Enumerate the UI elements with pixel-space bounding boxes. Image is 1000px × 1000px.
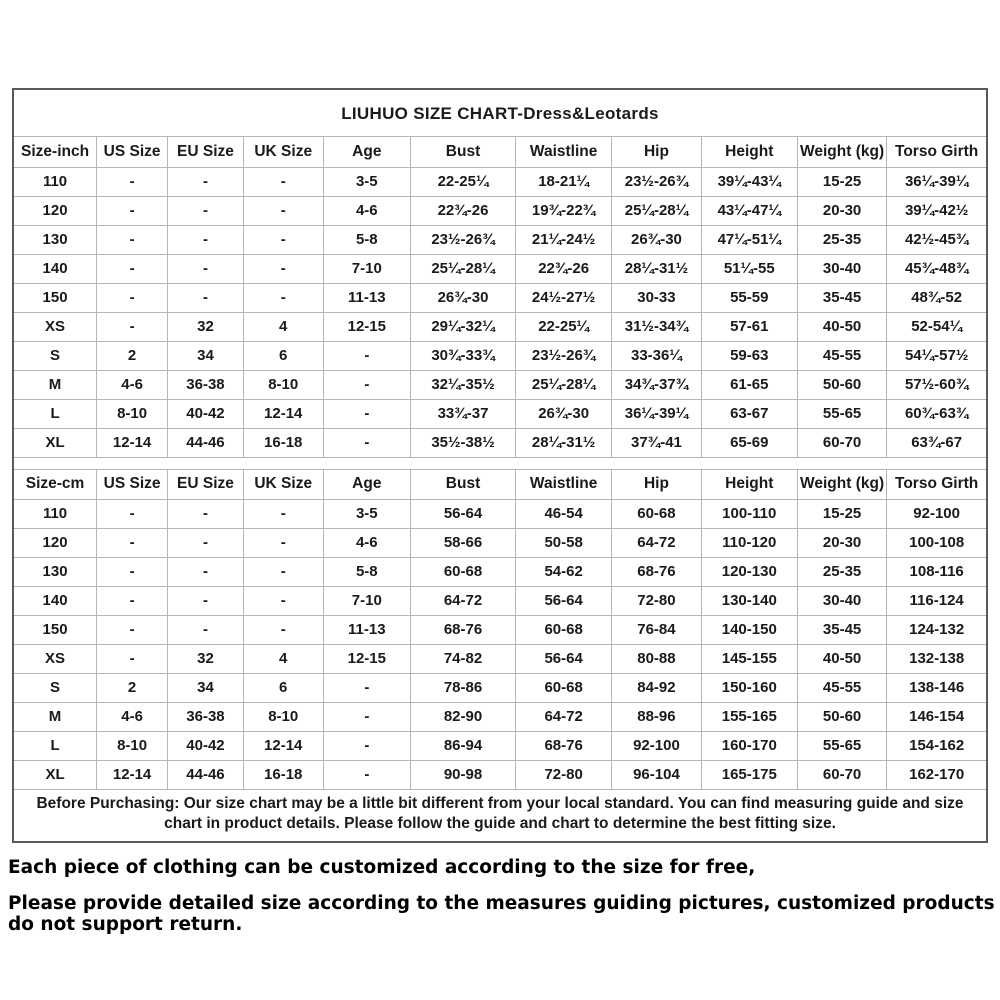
table-cell: 12-14 [243, 731, 323, 760]
table-cell: 88-96 [612, 702, 701, 731]
table-cell: 72-80 [612, 586, 701, 615]
table-cell: 140 [14, 254, 97, 283]
table-cell: 155-165 [701, 702, 797, 731]
table-cell: 19¾-22¾ [516, 196, 612, 225]
table-cell: 60-68 [612, 499, 701, 528]
table-row [14, 528, 986, 557]
column-header: Height [701, 469, 797, 499]
table-cell: 63-67 [701, 399, 797, 428]
table-cell: 32¼-35½ [411, 370, 516, 399]
table-row [14, 760, 986, 789]
table-cell: 86-94 [411, 731, 516, 760]
table-cell: 57-61 [701, 312, 797, 341]
table-cell: 50-60 [797, 702, 886, 731]
table-cell: 78-86 [411, 673, 516, 702]
table-cell: 150-160 [701, 673, 797, 702]
table-cell: 130-140 [701, 586, 797, 615]
table-cell: 15-25 [797, 499, 886, 528]
table-cell: - [243, 225, 323, 254]
table-cell: - [97, 586, 168, 615]
table-cell: 165-175 [701, 760, 797, 789]
table-row [14, 399, 986, 428]
table-cell: 110 [14, 167, 97, 196]
column-header: Waistline [516, 137, 612, 167]
table-cell: 72-80 [516, 760, 612, 789]
table-cell: 50-60 [797, 370, 886, 399]
table-cell: 23½-26¾ [612, 167, 701, 196]
table-cell: 150 [14, 283, 97, 312]
table-row [14, 731, 986, 760]
table-cell: 26¾-30 [516, 399, 612, 428]
table-cell: 23½-26¾ [516, 341, 612, 370]
table-cell: 90-98 [411, 760, 516, 789]
table-cell: - [323, 399, 410, 428]
table-cell: 116-124 [887, 586, 986, 615]
table-cell: 24½-27½ [516, 283, 612, 312]
table-row [14, 370, 986, 399]
table-cell: 3-5 [323, 167, 410, 196]
table-cell: 36-38 [168, 702, 244, 731]
column-header: Weight (kg) [797, 469, 886, 499]
table-cell: 120 [14, 196, 97, 225]
table-cell: - [168, 225, 244, 254]
size-chart-panel [12, 88, 988, 843]
table-cell: - [243, 254, 323, 283]
table-cell: 28¼-31½ [612, 254, 701, 283]
table-cell: 3-5 [323, 499, 410, 528]
column-header: Age [323, 137, 410, 167]
table-cell: - [168, 167, 244, 196]
table-row [14, 615, 986, 644]
table-cell: 33¾-37 [411, 399, 516, 428]
table-cell: M [14, 702, 97, 731]
table-cell: 5-8 [323, 225, 410, 254]
table-cell: 120-130 [701, 557, 797, 586]
table-cell: 25-35 [797, 557, 886, 586]
table-cell: 84-92 [612, 673, 701, 702]
table-row [14, 586, 986, 615]
table-cell: 20-30 [797, 528, 886, 557]
table-cell: 4-6 [97, 702, 168, 731]
table-cell: 44-46 [168, 428, 244, 457]
purchase-note: Before Purchasing: Our size chart may be a little bit different from your local standard. You can find measuring guide and size chart in product details. Please follow the guide and chart to determine the best fitting size. [36, 794, 964, 833]
table-cell: - [97, 557, 168, 586]
table-row [14, 283, 986, 312]
table-row [14, 167, 986, 196]
table-cell: - [97, 528, 168, 557]
table-cell: 2 [97, 341, 168, 370]
column-header: EU Size [168, 469, 244, 499]
table-cell: 96-104 [612, 760, 701, 789]
table-row [14, 644, 986, 673]
table-row [14, 673, 986, 702]
table-cell: 64-72 [411, 586, 516, 615]
table-cell: 55-65 [797, 399, 886, 428]
table-cell: - [168, 499, 244, 528]
table-cell: - [323, 731, 410, 760]
table-cell: 11-13 [323, 615, 410, 644]
table-cell: XL [14, 760, 97, 789]
table-cell: 32 [168, 644, 244, 673]
table-cell: 120 [14, 528, 97, 557]
table-cell: 35½-38½ [411, 428, 516, 457]
table-cell: - [243, 499, 323, 528]
table-cell: 26¾-30 [612, 225, 701, 254]
table-cell: 39¼-43¼ [701, 167, 797, 196]
table-cell: 26¾-30 [411, 283, 516, 312]
table-cell: - [243, 557, 323, 586]
table-cell: 40-42 [168, 399, 244, 428]
table-cell: 36-38 [168, 370, 244, 399]
table-cell: 36¼-39¼ [887, 167, 986, 196]
table-cell: 80-88 [612, 644, 701, 673]
table-cell: 64-72 [612, 528, 701, 557]
table-cell: 40-50 [797, 312, 886, 341]
table-cell: 15-25 [797, 167, 886, 196]
table-cell: 39¼-42½ [887, 196, 986, 225]
table-cell: 4-6 [323, 528, 410, 557]
table-cell: 82-90 [411, 702, 516, 731]
table-cell: - [243, 167, 323, 196]
table-cell: 6 [243, 341, 323, 370]
table-cell: 34 [168, 673, 244, 702]
table-cell: 4 [243, 312, 323, 341]
table-cell: - [97, 615, 168, 644]
table-cell: 65-69 [701, 428, 797, 457]
table-cell: 33-36¼ [612, 341, 701, 370]
table-cell: 68-76 [411, 615, 516, 644]
table-row [14, 312, 986, 341]
table-cell: 68-76 [516, 731, 612, 760]
table-cell: S [14, 673, 97, 702]
table-cell: 55-59 [701, 283, 797, 312]
table-cell: 7-10 [323, 586, 410, 615]
table-row [14, 254, 986, 283]
column-header: Waistline [516, 469, 612, 499]
table-cell: 54¼-57½ [887, 341, 986, 370]
table-cell: 140 [14, 586, 97, 615]
table-divider-gap [14, 458, 986, 469]
table-row [14, 428, 986, 457]
table-cell: - [168, 557, 244, 586]
table-cell: 76-84 [612, 615, 701, 644]
table-cell: 30-40 [797, 586, 886, 615]
table-cell: 92-100 [887, 499, 986, 528]
table-cell: 2 [97, 673, 168, 702]
table-cell: 18-21¼ [516, 167, 612, 196]
table-cell: 7-10 [323, 254, 410, 283]
table-cell: 8-10 [243, 702, 323, 731]
table-cell: - [323, 370, 410, 399]
table-cell: 31½-34¾ [612, 312, 701, 341]
table-cell: 35-45 [797, 283, 886, 312]
table-cell: 92-100 [612, 731, 701, 760]
table-cell: 21¼-24½ [516, 225, 612, 254]
table-row [14, 196, 986, 225]
table-cell: 12-14 [243, 399, 323, 428]
table-cell: 160-170 [701, 731, 797, 760]
table-cell: - [168, 196, 244, 225]
table-cell: 54-62 [516, 557, 612, 586]
column-header: Height [701, 137, 797, 167]
table-cell: 45-55 [797, 673, 886, 702]
table-cell: 16-18 [243, 760, 323, 789]
table-cell: 138-146 [887, 673, 986, 702]
table-cell: - [243, 283, 323, 312]
table-cell: - [97, 312, 168, 341]
column-header: EU Size [168, 137, 244, 167]
table-cell: 34¾-37¾ [612, 370, 701, 399]
table-cell: 6 [243, 673, 323, 702]
table-cell: 30-33 [612, 283, 701, 312]
table-cell: 8-10 [97, 731, 168, 760]
table-cell: 130 [14, 557, 97, 586]
table-cell: 4-6 [323, 196, 410, 225]
table-cell: 8-10 [97, 399, 168, 428]
table-cell: 55-65 [797, 731, 886, 760]
table-cell: 48¾-52 [887, 283, 986, 312]
table-cell: 25¼-28¼ [612, 196, 701, 225]
table-cell: 22¾-26 [411, 196, 516, 225]
table-cell: M [14, 370, 97, 399]
table-cell: 22¾-26 [516, 254, 612, 283]
table-cell: 64-72 [516, 702, 612, 731]
table-cell: - [168, 615, 244, 644]
header-row-cm [14, 469, 986, 499]
table-cell: 110-120 [701, 528, 797, 557]
column-header: Age [323, 469, 410, 499]
table-cell: 22-25¼ [516, 312, 612, 341]
table-row [14, 341, 986, 370]
table-cell: 124-132 [887, 615, 986, 644]
table-cell: 60-70 [797, 760, 886, 789]
table-cell: 46-54 [516, 499, 612, 528]
table-cell: 68-76 [612, 557, 701, 586]
table-cell: L [14, 399, 97, 428]
table-cell: 16-18 [243, 428, 323, 457]
table-cell: 56-64 [516, 644, 612, 673]
column-header: Size-inch [14, 137, 97, 167]
table-cell: - [97, 196, 168, 225]
table-cell: 36¼-39¼ [612, 399, 701, 428]
header-row-inch [14, 137, 986, 167]
table-cell: 43¼-47¼ [701, 196, 797, 225]
column-header: Weight (kg) [797, 137, 886, 167]
customization-note-line1: Each piece of clothing can be customized according to the size for free, [8, 857, 756, 878]
table-cell: 60-68 [516, 615, 612, 644]
table-cell: XS [14, 312, 97, 341]
size-table-cm [14, 469, 986, 790]
column-header: Hip [612, 137, 701, 167]
column-header: Hip [612, 469, 701, 499]
column-header: Torso Girth [887, 469, 986, 499]
table-cell: 11-13 [323, 283, 410, 312]
table-cell: - [243, 615, 323, 644]
table-cell: L [14, 731, 97, 760]
table-cell: - [97, 225, 168, 254]
column-header: US Size [97, 137, 168, 167]
table-cell: - [97, 167, 168, 196]
customization-note-line2: Please provide detailed size according to the measures guiding pictures, customized products do not support return. [8, 893, 995, 935]
table-cell: 12-15 [323, 644, 410, 673]
table-cell: 51¼-55 [701, 254, 797, 283]
table-cell: 12-15 [323, 312, 410, 341]
table-cell: 100-110 [701, 499, 797, 528]
table-cell: 100-108 [887, 528, 986, 557]
table-cell: 20-30 [797, 196, 886, 225]
table-cell: 45-55 [797, 341, 886, 370]
table-cell: 40-50 [797, 644, 886, 673]
table-cell: 60-68 [516, 673, 612, 702]
column-header: Size-cm [14, 469, 97, 499]
table-cell: - [168, 283, 244, 312]
table-cell: 44-46 [168, 760, 244, 789]
table-cell: 132-138 [887, 644, 986, 673]
table-cell: 25¼-28¼ [516, 370, 612, 399]
table-cell: 12-14 [97, 760, 168, 789]
table-cell: 162-170 [887, 760, 986, 789]
table-cell: 108-116 [887, 557, 986, 586]
table-cell: - [323, 673, 410, 702]
table-cell: 25¼-28¼ [411, 254, 516, 283]
table-cell: - [97, 254, 168, 283]
table-cell: 47¼-51¼ [701, 225, 797, 254]
column-header: UK Size [243, 137, 323, 167]
table-cell: - [323, 702, 410, 731]
table-cell: 110 [14, 499, 97, 528]
table-cell: 150 [14, 615, 97, 644]
table-cell: 23½-26¾ [411, 225, 516, 254]
table-cell: - [168, 586, 244, 615]
table-cell: XL [14, 428, 97, 457]
table-cell: 145-155 [701, 644, 797, 673]
table-cell: - [168, 528, 244, 557]
table-cell: 8-10 [243, 370, 323, 399]
table-cell: XS [14, 644, 97, 673]
table-row [14, 499, 986, 528]
table-cell: - [243, 196, 323, 225]
table-cell: 29¼-32¼ [411, 312, 516, 341]
table-cell: 63¾-67 [887, 428, 986, 457]
table-cell: - [97, 283, 168, 312]
table-cell: 57½-60¾ [887, 370, 986, 399]
column-header: Torso Girth [887, 137, 986, 167]
table-cell: 56-64 [411, 499, 516, 528]
table-cell: - [323, 341, 410, 370]
table-cell: 59-63 [701, 341, 797, 370]
table-cell: 60¾-63¾ [887, 399, 986, 428]
table-cell: 60-70 [797, 428, 886, 457]
table-cell: 74-82 [411, 644, 516, 673]
table-cell: 50-58 [516, 528, 612, 557]
column-header: US Size [97, 469, 168, 499]
table-cell: 61-65 [701, 370, 797, 399]
chart-title: LIUHUO SIZE CHART-Dress&Leotards [14, 90, 986, 137]
table-cell: - [323, 760, 410, 789]
table-cell: 37¾-41 [612, 428, 701, 457]
table-cell: - [323, 428, 410, 457]
table-cell: 22-25¼ [411, 167, 516, 196]
table-row [14, 225, 986, 254]
table-cell: S [14, 341, 97, 370]
column-header: Bust [411, 469, 516, 499]
column-header: UK Size [243, 469, 323, 499]
table-cell: 130 [14, 225, 97, 254]
column-header: Bust [411, 137, 516, 167]
table-cell: 28¼-31½ [516, 428, 612, 457]
table-row [14, 702, 986, 731]
table-cell: 40-42 [168, 731, 244, 760]
table-cell: 35-45 [797, 615, 886, 644]
table-cell: 42½-45¾ [887, 225, 986, 254]
table-cell: - [97, 644, 168, 673]
table-cell: - [168, 254, 244, 283]
table-cell: 4 [243, 644, 323, 673]
table-cell: 45¾-48¾ [887, 254, 986, 283]
table-cell: 60-68 [411, 557, 516, 586]
table-cell: 32 [168, 312, 244, 341]
table-cell: 58-66 [411, 528, 516, 557]
table-cell: 56-64 [516, 586, 612, 615]
table-cell: 4-6 [97, 370, 168, 399]
table-cell: - [243, 586, 323, 615]
table-cell: 5-8 [323, 557, 410, 586]
table-cell: 25-35 [797, 225, 886, 254]
table-cell: - [97, 499, 168, 528]
table-cell: 146-154 [887, 702, 986, 731]
table-cell: 12-14 [97, 428, 168, 457]
table-cell: 140-150 [701, 615, 797, 644]
table-cell: 154-162 [887, 731, 986, 760]
table-cell: 30-40 [797, 254, 886, 283]
table-cell: - [243, 528, 323, 557]
size-table-inch [14, 137, 986, 458]
table-row [14, 557, 986, 586]
table-cell: 34 [168, 341, 244, 370]
table-cell: 30¾-33¾ [411, 341, 516, 370]
table-cell: 52-54¼ [887, 312, 986, 341]
